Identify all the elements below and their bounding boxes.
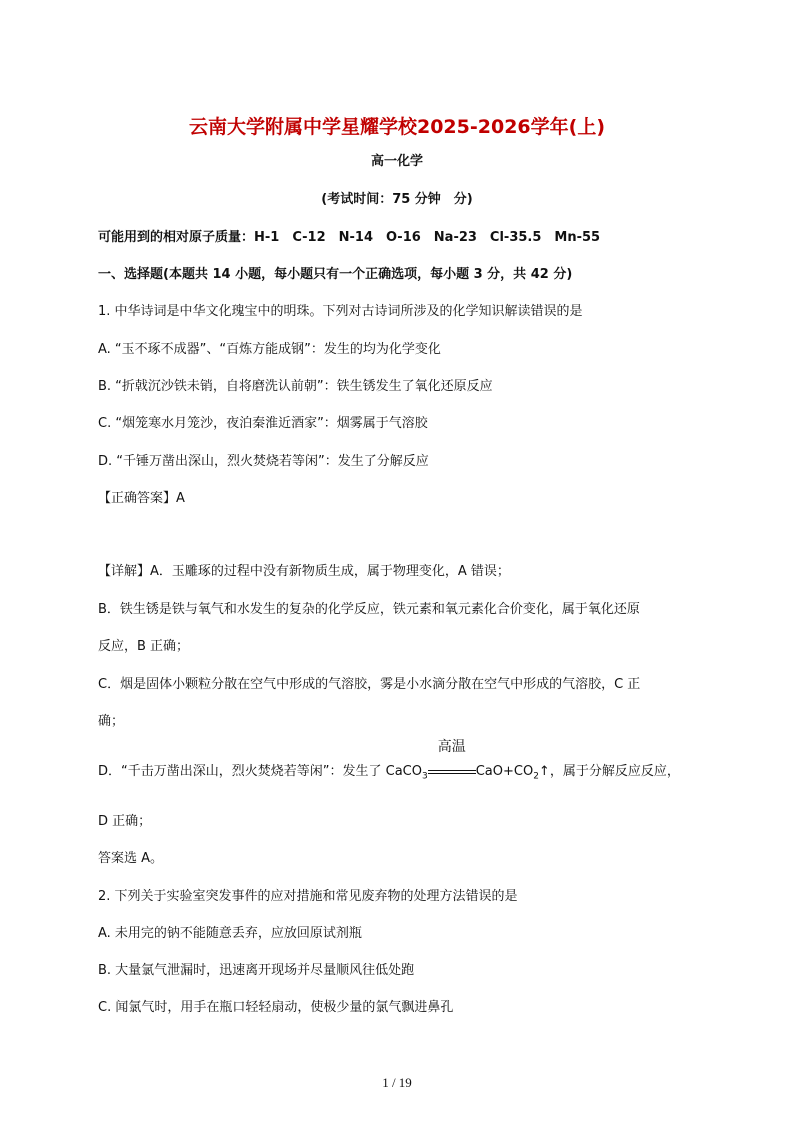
- atomic-masses: 可能用到的相对原子质量：H-1 C-12 N-14 O-16 Na-23 Cl-35.5 Mn-55: [98, 230, 601, 245]
- question-2-option-a: A. 未用完的钠不能随意丢弃，应放回原试剂瓶: [98, 926, 362, 941]
- question-2-option-c: C. 闻氯气时，用手在瓶口轻轻扇动，使极少量的氯气飘进鼻孔: [98, 1000, 454, 1015]
- reaction-arrow: [428, 739, 476, 781]
- document-title: 云南大学附属中学星耀学校2025-2026学年(上): [188, 116, 605, 138]
- exam-time: (考试时间：75 分钟 分): [321, 192, 473, 207]
- question-2-option-b: B. 大量氯气泄漏时，迅速离开现场并尽量顺风往低处跑: [98, 963, 415, 978]
- detail-d-suffix: ↑，属于分解反应反应，: [538, 764, 680, 779]
- question-1-answer: 【正确答案】A: [98, 491, 185, 506]
- reaction-condition: 高温: [437, 739, 466, 755]
- subscript-2: 2: [533, 771, 539, 782]
- detail-d-equation-line: [98, 739, 680, 786]
- question-1-conclusion: 答案选 A。: [98, 851, 164, 866]
- detail-d-line2: D 正确；: [98, 814, 152, 829]
- question-1-stem: 1. 中华诗词是中华文化瑰宝中的明珠。下列对古诗词所涉及的化学知识解读错误的是: [98, 304, 583, 319]
- question-2-stem: 2. 下列关于实验室突发事件的应对措施和常见废弃物的处理方法错误的是: [98, 889, 518, 904]
- detail-c-line2: 确；: [98, 714, 125, 729]
- detail-d-prefix: D．“千击万凿出深山，烈火焚烧若等闲”：发生了 CaCO: [98, 764, 422, 779]
- subject-title: 高一化学: [370, 154, 423, 169]
- detail-d-products: CaO+CO: [475, 764, 534, 779]
- question-1-option-c: C. “烟笼寒水月笼沙，夜泊秦淮近酒家”：烟雾属于气溶胶: [98, 416, 428, 431]
- detail-a: 【详解】A．玉雕琢的过程中没有新物质生成，属于物理变化，A 错误；: [98, 564, 510, 579]
- question-1-option-a: A. “玉不琢不成器”、“百炼方能成钢”：发生的均为化学变化: [98, 342, 441, 357]
- reaction-double-line: [428, 770, 476, 774]
- question-1-option-d: D. “千锤万凿出深山，烈火焚烧若等闲”：发生了分解反应: [98, 454, 429, 469]
- subscript-3: 3: [421, 771, 428, 782]
- question-1-option-b: B. “折戟沉沙铁未销，自将磨洗认前朝”：铁生锈发生了氧化还原反应: [98, 379, 493, 394]
- page-number: 1 / 19: [382, 1075, 412, 1090]
- detail-b-line1: B．铁生锈是铁与氧气和水发生的复杂的化学反应，铁元素和氧元素化合价变化，属于氧化还原: [98, 602, 640, 617]
- detail-b-line2: 反应，B 正确；: [98, 639, 190, 654]
- section-heading: 一、选择题(本题共 14 小题，每小题只有一个正确选项，每小题 3 分，共 42 分): [98, 267, 573, 282]
- detail-c-line1: C．烟是固体小颗粒分散在空气中形成的气溶胶，雾是小水滴分散在空气中形成的气溶胶，C 正: [98, 677, 641, 692]
